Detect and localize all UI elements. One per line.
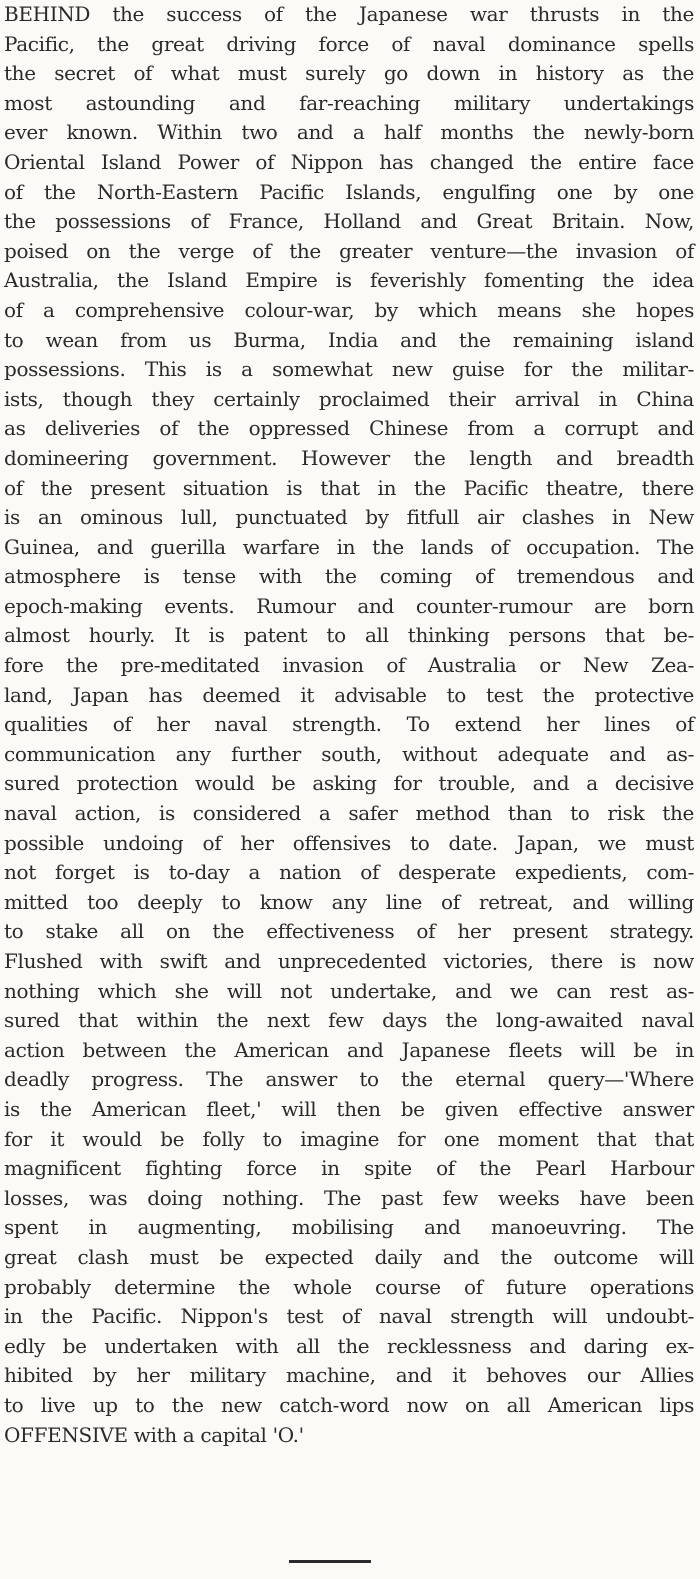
text-line: great clash must be expected daily and the outcome will: [4, 1244, 694, 1269]
text-line: possible undoing of her offensives to date. Japan, we must: [4, 830, 694, 855]
text-line: Guinea, and guerilla warfare in the lands of occupation. The: [4, 534, 694, 559]
text-line: probably determine the whole course of future operations: [4, 1274, 694, 1299]
text-line: of the present situation is that in the Pacific theatre, there: [4, 475, 694, 500]
text-line: sured protection would be asking for trouble, and a decisive: [4, 771, 694, 796]
text-line: of a comprehensive colour-war, by which means she hopes: [4, 297, 694, 322]
text-line: naval action, is considered a safer method than to risk the: [4, 801, 694, 826]
text-line: for it would be folly to imagine for one moment that that: [4, 1126, 694, 1151]
text-line: communication any further south, without adequate and as-: [4, 741, 694, 766]
text-line: Flushed with swift and unprecedented victories, there is now: [4, 949, 694, 973]
text-line: action between the American and Japanese fleets will be in: [4, 1037, 694, 1062]
text-line: BEHIND the success of the Japanese war thrusts in the: [4, 2, 694, 26]
text-line: to wean from us Burma, India and the remaining island: [4, 327, 694, 352]
text-line: nothing which she will not undertake, and we can rest as-: [4, 978, 694, 1003]
text-line: to stake all on the effectiveness of her present strategy.: [4, 919, 694, 944]
text-line: Australia, the Island Empire is feverishly fomenting the idea: [4, 268, 694, 293]
text-line: mitted too deeply to know any line of retreat, and willing: [4, 889, 694, 914]
text-line: in the Pacific. Nippon's test of naval strength will undoubt-: [4, 1304, 694, 1329]
text-line: qualities of her naval strength. To extend her lines of: [4, 712, 694, 737]
text-line: is the American fleet,' will then be given effective answer: [4, 1096, 694, 1121]
text-line: land, Japan has deemed it advisable to test the protective: [4, 682, 694, 707]
text-line: ever known. Within two and a half months the newly-born: [4, 120, 694, 145]
text-line: not forget is to-day a nation of desperate expedients, com-: [4, 860, 694, 885]
text-line: poised on the verge of the greater venture—the invasion of: [4, 238, 694, 263]
text-line: is an ominous lull, punctuated by fitfull air clashes in New: [4, 505, 694, 530]
text-line: sured that within the next few days the long-awaited naval: [4, 1008, 694, 1033]
text-line: hibited by her military machine, and it behoves our Allies: [4, 1363, 694, 1388]
text-line: most astounding and far-reaching military undertakings: [4, 90, 694, 115]
text-line: as deliveries of the oppressed Chinese from a corrupt and: [4, 416, 694, 441]
text-line: ists, though they certainly proclaimed their arrival in China: [4, 386, 694, 411]
text-line: Pacific, the great driving force of naval dominance spells: [4, 31, 694, 56]
text-line: atmosphere is tense with the coming of tremendous and: [4, 564, 694, 589]
section-divider: [289, 1560, 371, 1563]
text-line: deadly progress. The answer to the eternal query—'Where: [4, 1067, 694, 1092]
text-line: the secret of what must surely go down in history as the: [4, 61, 694, 86]
text-line: almost hourly. It is patent to all thinking persons that be-: [4, 623, 694, 648]
text-line: domineering government. However the length and breadth: [4, 445, 694, 470]
text-line: magnificent fighting force in spite of the Pearl Harbour: [4, 1156, 694, 1181]
text-line: to live up to the new catch-word now on all American lips: [4, 1392, 694, 1417]
text-line: spent in augmenting, mobilising and manoeuvring. The: [4, 1215, 694, 1240]
text-line: of the North-Eastern Pacific Islands, engulfing one by one: [4, 179, 694, 204]
text-line: OFFENSIVE with a capital 'O.': [4, 1422, 304, 1447]
text-line: the possessions of France, Holland and Great Britain. Now,: [4, 209, 694, 234]
text-line: Oriental Island Power of Nippon has changed the entire face: [4, 149, 694, 174]
text-line: possessions. This is a somewhat new guise for the militar-: [4, 357, 694, 382]
article-body: [4, 0, 694, 1450]
text-line: losses, was doing nothing. The past few weeks have been: [4, 1185, 694, 1210]
text-line: epoch-making events. Rumour and counter-rumour are born: [4, 593, 694, 618]
text-line: fore the pre-meditated invasion of Australia or New Zea-: [4, 653, 694, 678]
text-line: edly be undertaken with all the recklessness and daring ex-: [4, 1333, 694, 1358]
